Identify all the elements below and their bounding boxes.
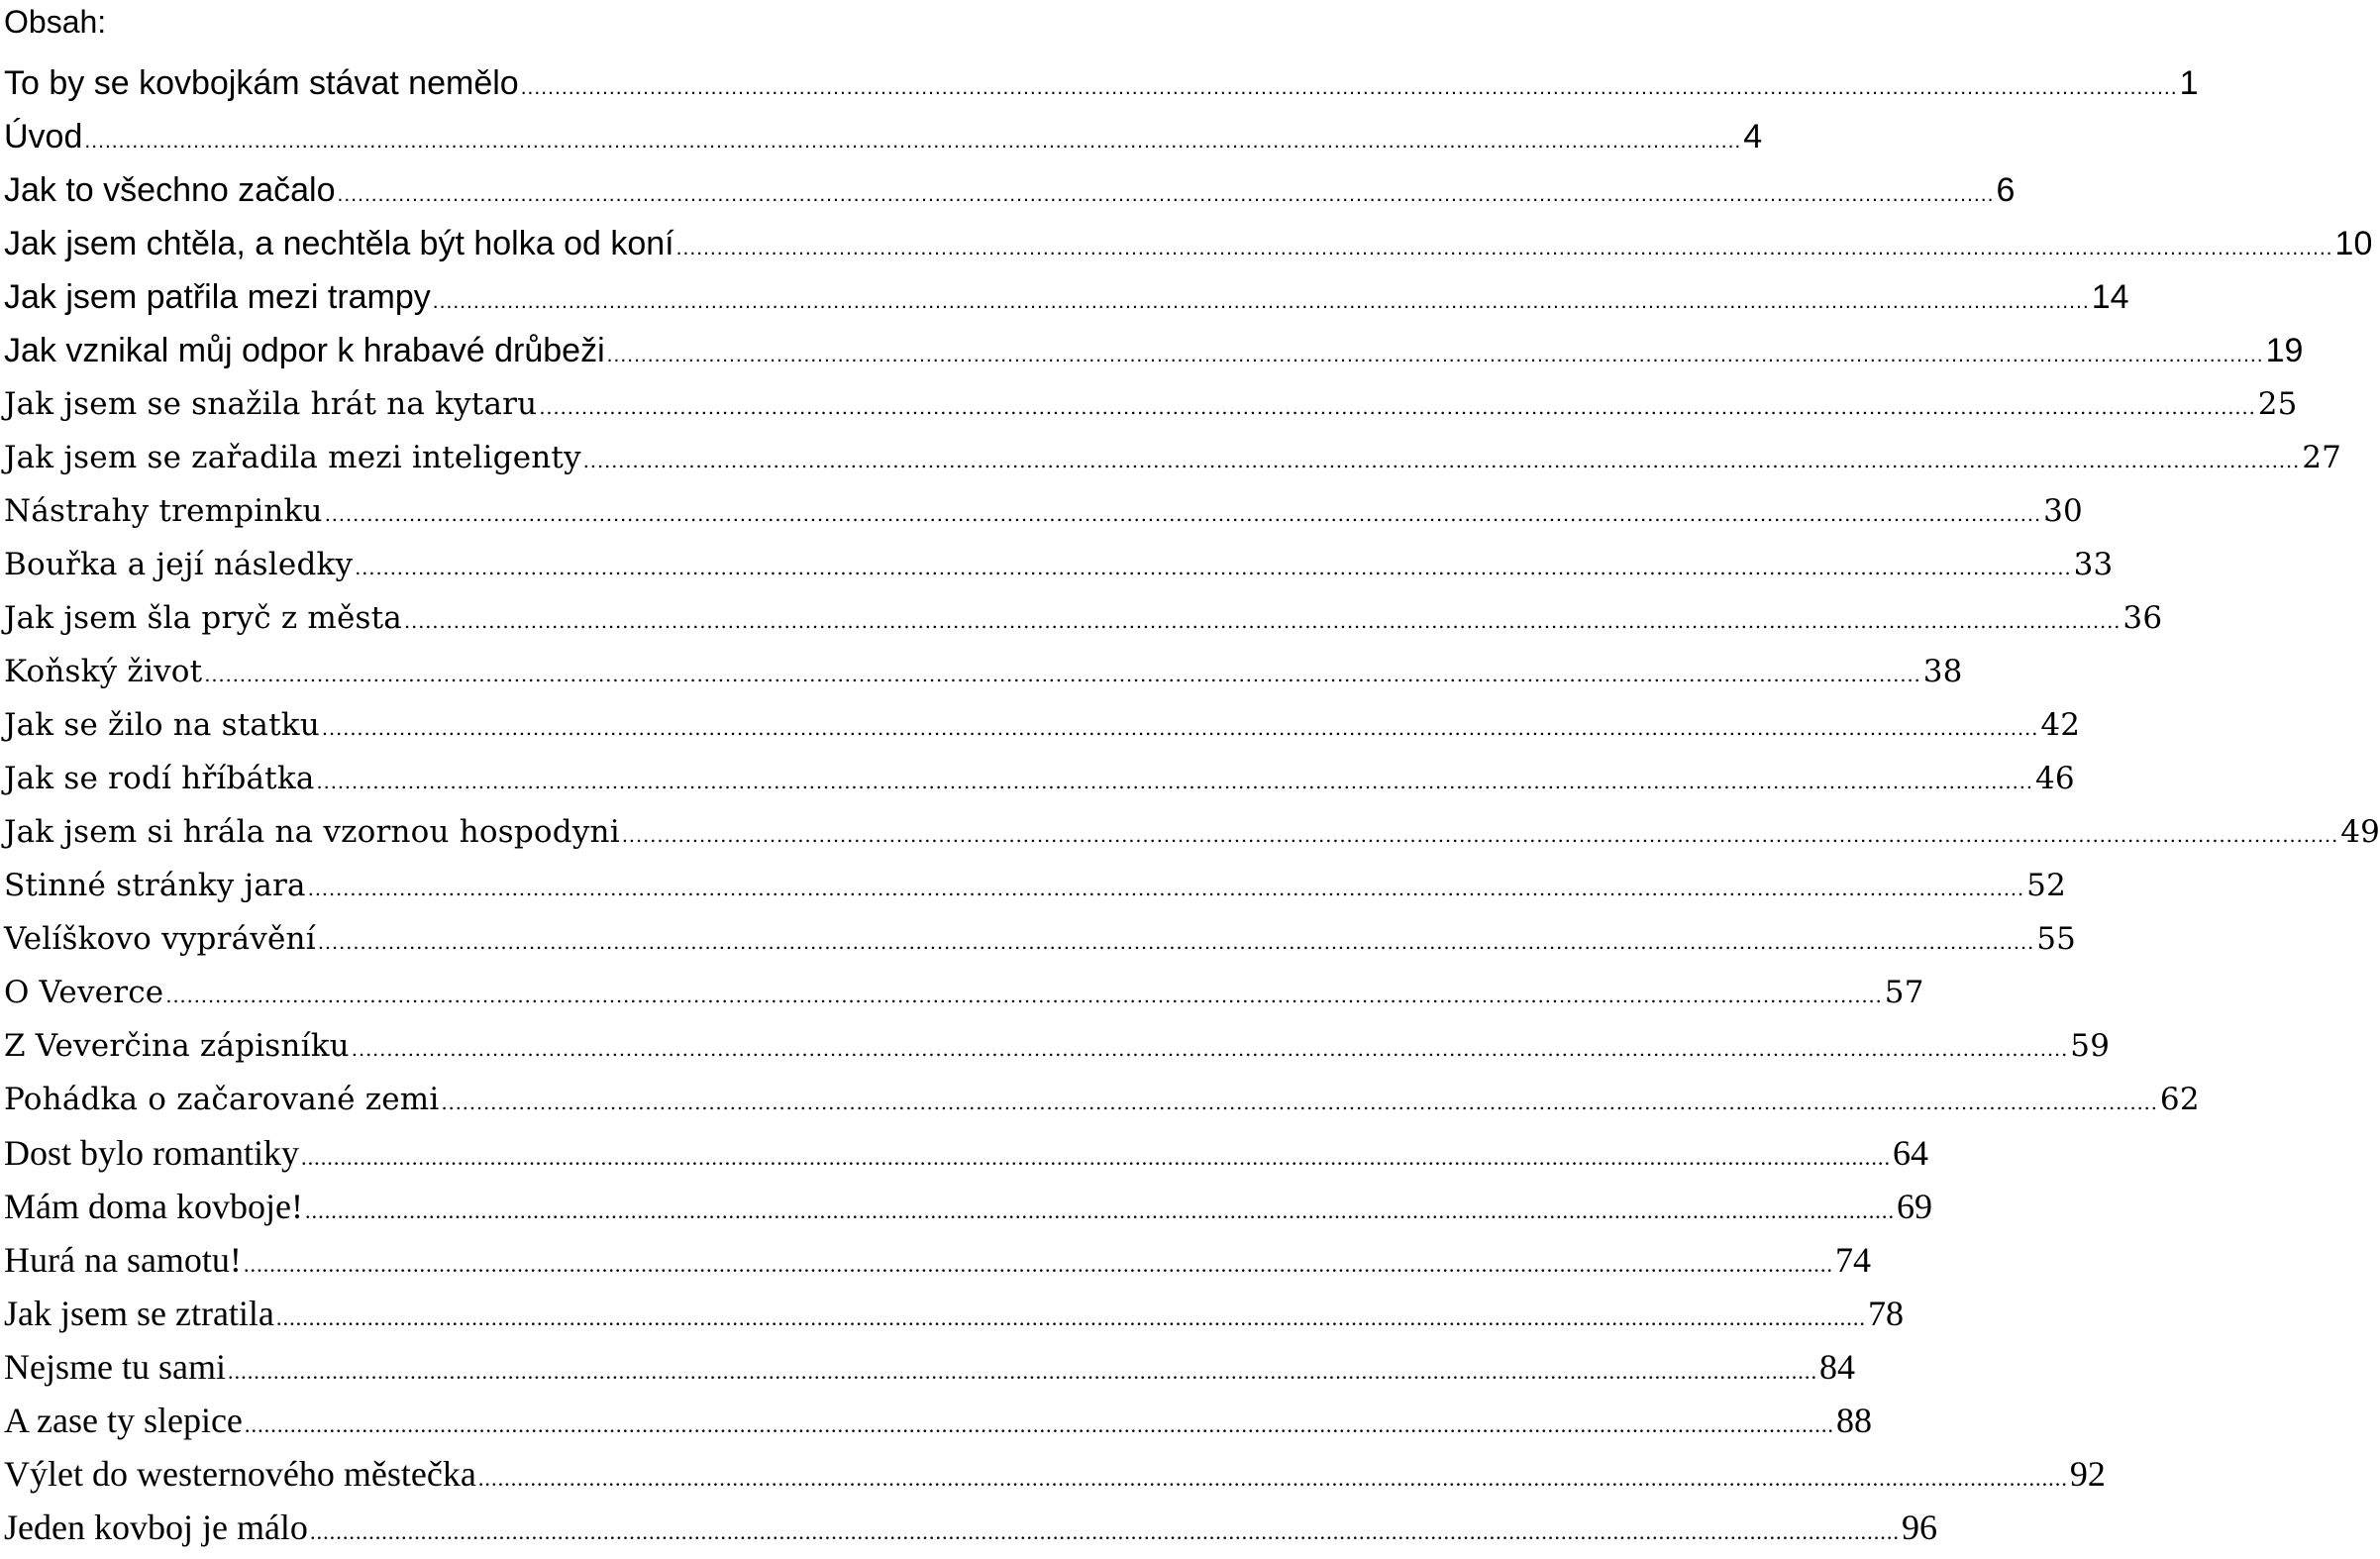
toc-entry-title: Jak jsem patřila mezi trampy <box>4 278 431 316</box>
toc-entry-page: 84 <box>1819 1347 1856 1387</box>
toc-entry[interactable] <box>4 805 2380 859</box>
toc-entry[interactable] <box>4 484 2083 538</box>
toc-entry-title: Stinné stránky jara <box>4 868 306 903</box>
toc-entry-title: Z Veverčina zápisníku <box>4 1028 350 1064</box>
toc-entry[interactable] <box>4 1126 1929 1180</box>
toc-entry-page: 38 <box>1922 654 1963 689</box>
toc-entry-page: 6 <box>1996 171 2016 209</box>
toc-entry[interactable] <box>4 698 2081 752</box>
toc-entry-page: 49 <box>2340 814 2380 850</box>
dot-leader <box>317 756 2033 809</box>
toc-entry-title: Jak jsem šla pryč z města <box>4 600 402 636</box>
toc-entry-page: 42 <box>2040 707 2081 743</box>
toc-entry-page: 59 <box>2070 1028 2111 1064</box>
toc-entry-title: Jak se rodí hříbátka <box>4 761 315 796</box>
toc-entry-page: 27 <box>2302 440 2342 475</box>
dot-leader <box>204 649 1920 702</box>
toc-entry-title: Nástrahy trempinku <box>4 493 323 529</box>
dot-leader <box>583 435 2300 488</box>
dot-leader <box>228 1345 1817 1399</box>
toc-entry-title: Bouřka a její následky <box>4 547 354 582</box>
dot-leader <box>622 809 2338 863</box>
toc-entry[interactable] <box>4 431 2342 484</box>
toc-entry-page: 57 <box>1884 975 1924 1010</box>
dot-leader <box>245 1399 1834 1452</box>
toc-entry[interactable] <box>4 56 2199 110</box>
toc-entry-page: 88 <box>1835 1401 1872 1440</box>
toc-entry-title: Jak jsem se ztratila <box>4 1294 274 1333</box>
toc-entry-page: 78 <box>1867 1294 1904 1333</box>
toc-entry[interactable] <box>4 217 2373 270</box>
toc-entry-page: 25 <box>2257 386 2298 422</box>
toc-entry-page: 74 <box>1835 1240 1871 1280</box>
toc-entry[interactable] <box>4 324 2304 377</box>
dot-leader <box>325 488 2041 542</box>
toc-entry-title: Dost bylo romantiky <box>4 1133 299 1173</box>
dot-leader <box>521 61 2178 115</box>
toc-entry[interactable] <box>4 966 1924 1019</box>
toc-entry-title: To by se kovbojkám stávat nemělo <box>4 64 519 102</box>
dot-leader <box>478 1452 2068 1506</box>
toc-entry-page: 33 <box>2073 547 2114 582</box>
toc-entry[interactable] <box>4 538 2114 591</box>
dot-leader <box>276 1292 1866 1345</box>
toc-entry-page: 4 <box>1743 118 1763 156</box>
dot-leader <box>84 115 1741 168</box>
dot-leader <box>308 863 2024 916</box>
toc-entry-page: 30 <box>2043 493 2083 529</box>
toc-entry[interactable] <box>4 377 2298 431</box>
dot-leader <box>433 275 2090 329</box>
toc-entry-title: Koňský život <box>4 654 203 689</box>
dot-leader <box>305 1185 1895 1238</box>
toc-entry-title: Jak to všechno začalo <box>4 171 336 209</box>
toc-entry[interactable] <box>4 1019 2111 1073</box>
dot-leader <box>355 542 2071 595</box>
toc-entry[interactable] <box>4 1501 1937 1554</box>
toc-list <box>4 56 2380 1554</box>
dot-leader <box>338 168 1995 222</box>
toc-entry-page: 1 <box>2179 64 2199 102</box>
toc-entry-page: 52 <box>2026 868 2066 903</box>
toc-entry[interactable] <box>4 110 1763 163</box>
toc-entry-title: Velíškovo vyprávění <box>4 921 316 957</box>
dot-leader <box>165 970 1882 1023</box>
toc-entry-title: Pohádka o začarované zemi <box>4 1082 440 1117</box>
toc-entry-title: O Veverce <box>4 975 164 1010</box>
toc-entry-title: Jak jsem se snažila hrát na kytaru <box>4 386 538 422</box>
toc-entry-page: 92 <box>2069 1454 2106 1494</box>
toc-entry[interactable] <box>4 912 2077 966</box>
dot-leader <box>539 381 2255 435</box>
toc-entry-title: Jak jsem si hrála na vzornou hospodyni <box>4 814 620 850</box>
toc-entry-page: 36 <box>2122 600 2163 636</box>
toc-entry[interactable] <box>4 752 2075 805</box>
toc-entry-page: 64 <box>1893 1133 1929 1173</box>
toc-entry-title: Nejsme tu sami <box>4 1347 226 1387</box>
toc-entry[interactable] <box>4 1394 1872 1447</box>
toc-entry-page: 14 <box>2091 278 2129 316</box>
toc-entry[interactable] <box>4 591 2163 645</box>
toc-entry[interactable] <box>4 645 1963 698</box>
toc-entry-page: 96 <box>1902 1507 1937 1547</box>
toc-heading: Obsah: <box>4 4 107 40</box>
toc-entry-title: Jak jsem se zařadila mezi inteligenty <box>4 440 581 475</box>
toc-entry[interactable] <box>4 859 2066 912</box>
toc-entry-page: 55 <box>2036 921 2077 957</box>
toc-entry[interactable] <box>4 1340 1856 1394</box>
dot-leader <box>607 329 2264 382</box>
toc-entry[interactable] <box>4 1180 1933 1233</box>
toc-entry-title: Mám doma kovboje! <box>4 1187 303 1226</box>
toc-entry-page: 46 <box>2034 761 2075 796</box>
dot-leader <box>676 222 2333 275</box>
toc-entry-title: Jak se žilo na statku <box>4 707 320 743</box>
toc-entry-page: 19 <box>2265 332 2304 369</box>
toc-entry-title: Úvod <box>4 118 83 156</box>
dot-leader <box>441 1077 2157 1130</box>
toc-entry-page: 10 <box>2334 225 2373 262</box>
toc-entry-page: 62 <box>2159 1082 2200 1117</box>
toc-entry[interactable] <box>4 1073 2200 1126</box>
dot-leader <box>404 595 2121 649</box>
toc-entry-title: Jak vznikal můj odpor k hrabavé drůbeži <box>4 332 605 369</box>
toc-entry[interactable] <box>4 1233 1871 1287</box>
toc-entry-title: Hurá na samotu! <box>4 1240 242 1280</box>
dot-leader <box>322 702 2038 756</box>
toc-entry[interactable] <box>4 270 2129 324</box>
toc-entry-page: 69 <box>1897 1187 1933 1226</box>
toc-entry-title: Jeden kovboj je málo <box>4 1507 308 1547</box>
toc-entry[interactable] <box>4 1447 2106 1501</box>
toc-entry[interactable] <box>4 163 2016 217</box>
dot-leader <box>310 1506 1900 1559</box>
toc-entry-title: Výlet do westernového městečka <box>4 1454 476 1494</box>
toc-entry[interactable] <box>4 1287 1904 1340</box>
dot-leader <box>352 1023 2068 1077</box>
dot-leader <box>318 916 2034 970</box>
dot-leader <box>301 1131 1891 1185</box>
toc-entry-title: A zase ty slepice <box>4 1401 243 1440</box>
toc-entry-title: Jak jsem chtěla, a nechtěla být holka od koní <box>4 225 674 262</box>
dot-leader <box>244 1238 1833 1292</box>
